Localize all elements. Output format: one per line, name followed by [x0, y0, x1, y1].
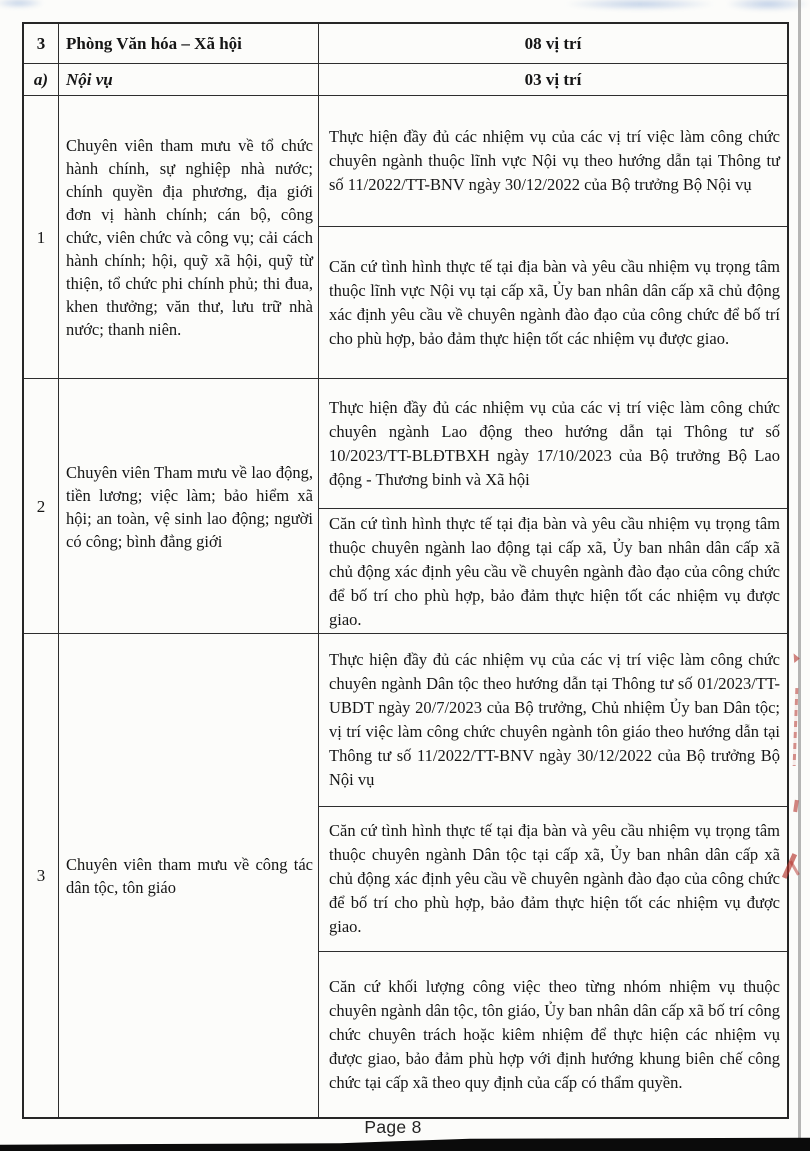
row-number: 3 — [24, 634, 59, 1117]
position-title: Chuyên viên tham mưu về công tác dân tộc, tôn giáo — [66, 854, 313, 897]
page-edge-shadow — [798, 0, 801, 1140]
position-title: Chuyên viên tham mưu về tổ chức hành chính, sự nghiệp nhà nước; chính quyền địa phương, địa giới đơn vị hành chính; cán bộ, công chức, viên chức và công vụ; cải cách hành chính; hội, quỹ xã hội, quỹ từ thiện, tổ chức phi chính phủ; thi đua, khen thưởng; văn thư, lưu trữ nhà nước; thanh niên. — [66, 136, 313, 339]
position-title: Chuyên viên Tham mưu về lao động, tiền lương; việc làm; bảo hiểm xã hội; an toàn, vệ sinh lao động; người có công; bình đẳng giới — [66, 462, 313, 551]
table-row — [24, 634, 787, 1117]
table-row-subsection-header — [24, 64, 787, 96]
detail-text: Thực hiện đầy đủ các nhiệm vụ của các vị trí việc làm công chức chuyên ngành Dân tộc theo hướng dẫn tại Thông tư số 01/2023/TT-UBDT ngày 20/7/2023 của Bộ trưởng, Chủ nhiệm Ủy ban Dân tộc; vị trí việc làm công chức chuyên ngành tôn giáo theo hướng dẫn tại Thông tư số 11/2022/TT-BNV ngày 30/12/2022 của Bộ trưởng Bộ Nội vụ — [329, 650, 780, 789]
position-title-cell — [59, 96, 319, 379]
detail-text: Căn cứ khối lượng công việc theo từng nhóm nhiệm vụ thuộc chuyên ngành dân tộc, tôn giáo, Ủy ban nhân dân cấp xã bố trí công chức chuyên trách hoặc kiêm nhiệm để thực hiện các nhiệm vụ được giao, bảo đảm phù hợp với định hướng khung biên chế công chức tại cấp xã theo quy định của cấp có thẩm quyền. — [329, 976, 780, 1092]
detail-text: Căn cứ tình hình thực tế tại địa bàn và yêu cầu nhiệm vụ trọng tâm thuộc chuyên ngành lao động tại cấp xã, Ủy ban nhân dân cấp xã chủ động xác định yêu cầu về chuyên ngành đào đạo của công chức để bố trí cho phù hợp, bảo đảm thực hiện tốt các nhiệm vụ được giao. — [329, 513, 780, 629]
section-name: Phòng Văn hóa – Xã hội — [59, 24, 319, 63]
detail-text: Thực hiện đầy đủ các nhiệm vụ của các vị trí việc làm công chức chuyên ngành Lao động theo hướng dẫn tại Thông tư số 10/2023/TT-BLĐTBXH ngày 17/10/2023 của Bộ trưởng Bộ Lao động - Thương binh và Xã hội — [329, 397, 780, 489]
position-details-cell — [319, 634, 787, 1117]
detail-cell — [319, 509, 787, 634]
row-number: 1 — [24, 96, 59, 379]
detail-cell — [319, 634, 787, 807]
scan-smudge — [565, 0, 715, 10]
section-position-count: 08 vị trí — [524, 33, 582, 53]
subsection-name: Nội vụ — [59, 64, 319, 95]
scan-smudge — [0, 0, 44, 8]
table-row — [24, 96, 787, 379]
position-details-cell — [319, 96, 787, 379]
subsection-position-count: 03 vị trí — [524, 69, 582, 89]
position-title-cell — [59, 379, 319, 634]
detail-text: Thực hiện đầy đủ các nhiệm vụ của các vị trí việc làm công chức chuyên ngành thuộc lĩnh vực Nội vụ theo hướng dẫn tại Thông tư số 11/2022/TT-BNV ngày 30/12/2022 của Bộ trưởng Bộ Nội vụ — [329, 127, 780, 194]
table-row-section-header — [24, 24, 787, 64]
positions-table — [22, 22, 789, 1119]
detail-cell — [319, 807, 787, 952]
detail-cell — [319, 227, 787, 379]
position-title-cell — [59, 634, 319, 1117]
subsection-letter: a) — [24, 64, 59, 95]
position-details-cell — [319, 379, 787, 634]
scanner-edge-bar — [0, 1136, 810, 1151]
page-number: Page 8 — [364, 1117, 422, 1137]
section-number: 3 — [24, 24, 59, 63]
row-number: 2 — [24, 379, 59, 634]
detail-cell — [319, 379, 787, 509]
table-row — [24, 379, 787, 634]
detail-cell — [319, 96, 787, 227]
detail-text: Căn cứ tình hình thực tế tại địa bàn và yêu cầu nhiệm vụ trọng tâm thuộc chuyên ngành Dân tộc tại cấp xã, Ủy ban nhân dân cấp xã chủ động xác định yêu cầu về chuyên ngành đào đạo của công chức để bố trí cho phù hợp, bảo đảm thực hiện tốt các nhiệm vụ được giao. — [329, 821, 780, 936]
detail-text: Căn cứ tình hình thực tế tại địa bàn và yêu cầu nhiệm vụ trọng tâm thuộc lĩnh vực Nội vụ tại cấp xã, Ủy ban nhân dân cấp xã chủ động xác định yêu cầu về chuyên ngành đào đạo của công chức để bố trí cho phù hợp, bảo đảm thực hiện tốt các nhiệm vụ được giao. — [329, 257, 780, 348]
detail-cell — [319, 952, 787, 1117]
